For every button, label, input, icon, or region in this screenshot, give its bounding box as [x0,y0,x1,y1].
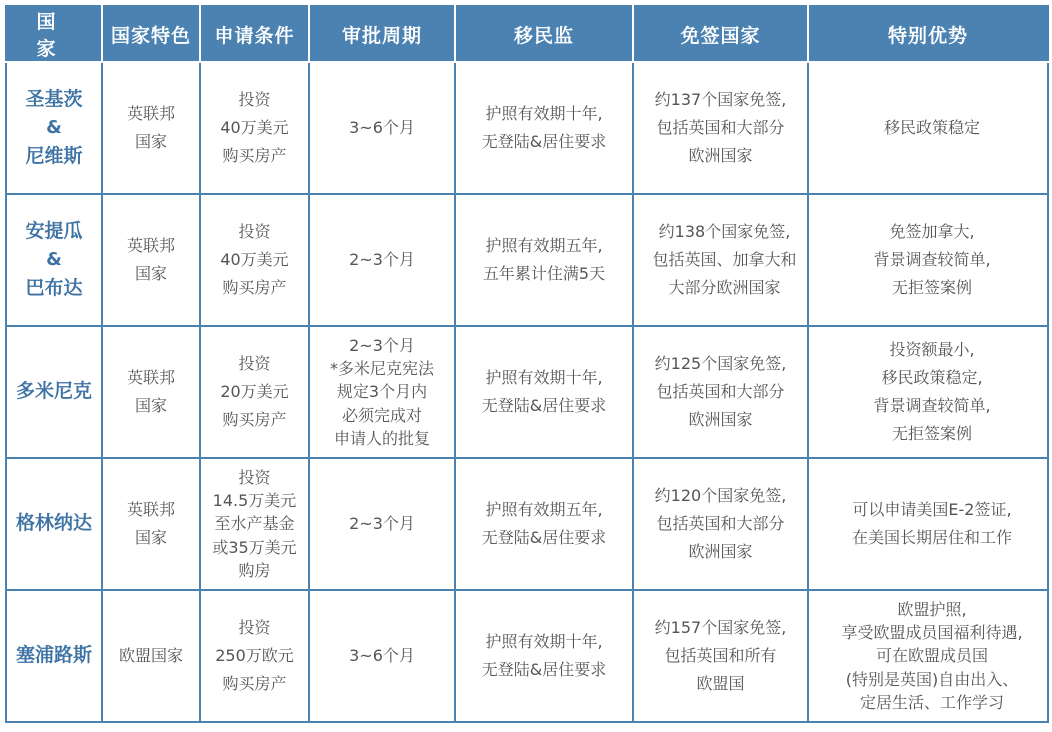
condition-cell: 投资 20万美元 购买房产 [200,326,309,458]
country-cell: 安提瓜 & 巴布达 [6,194,102,326]
cycle-cell: 3~6个月 [309,62,455,194]
feature-cell: 欧盟国家 [102,590,200,722]
condition-cell: 投资 40万美元 购买房产 [200,194,309,326]
cycle-cell: 3~6个月 [309,590,455,722]
table-row [6,590,1048,722]
advantage-cell: 移民政策稳定 [808,62,1048,194]
cycle-cell: 2~3个月 [309,458,455,590]
residency-cell: 护照有效期五年, 五年累计住满5天 [455,194,633,326]
header-cycle: 审批周期 [309,6,455,62]
visa-free-cell: 约137个国家免签, 包括英国和大部分 欧洲国家 [633,62,808,194]
country-cell: 多米尼克 [6,326,102,458]
feature-cell: 英联邦 国家 [102,194,200,326]
visa-free-cell: 约138个国家免签, 包括英国、加拿大和 大部分欧洲国家 [633,194,808,326]
header-condition: 申请条件 [200,6,309,62]
residency-cell: 护照有效期十年, 无登陆&居住要求 [455,62,633,194]
header-country: 国 家 [6,6,102,62]
table-row [6,62,1048,194]
country-cell: 格林纳达 [6,458,102,590]
header-residency: 移民监 [455,6,633,62]
table-row [6,326,1048,458]
country-cell: 圣基茨 & 尼维斯 [6,62,102,194]
advantage-cell: 投资额最小, 移民政策稳定, 背景调查较简单, 无拒签案例 [808,326,1048,458]
table-row [6,194,1048,326]
residency-cell: 护照有效期十年, 无登陆&居住要求 [455,326,633,458]
condition-cell: 投资 40万美元 购买房产 [200,62,309,194]
header-visa-free: 免签国家 [633,6,808,62]
advantage-cell: 可以申请美国E-2签证, 在美国长期居住和工作 [808,458,1048,590]
table-row [6,458,1048,590]
cycle-cell: 2~3个月 [309,194,455,326]
cycle-cell: 2~3个月 *多米尼克宪法 规定3个月内 必须完成对 申请人的批复 [309,326,455,458]
feature-cell: 英联邦 国家 [102,326,200,458]
residency-cell: 护照有效期十年, 无登陆&居住要求 [455,590,633,722]
country-cell: 塞浦路斯 [6,590,102,722]
feature-cell: 英联邦 国家 [102,458,200,590]
visa-free-cell: 约125个国家免签, 包括英国和大部分 欧洲国家 [633,326,808,458]
feature-cell: 英联邦 国家 [102,62,200,194]
advantage-cell: 免签加拿大, 背景调查较简单, 无拒签案例 [808,194,1048,326]
residency-cell: 护照有效期五年, 无登陆&居住要求 [455,458,633,590]
advantage-cell: 欧盟护照, 享受欧盟成员国福利待遇, 可在欧盟成员国 (特别是英国)自由出入、 定居生活、工作学习 [808,590,1048,722]
condition-cell: 投资 250万欧元 购买房产 [200,590,309,722]
header-row [6,6,1048,62]
visa-free-cell: 约157个国家免签, 包括英国和所有 欧盟国 [633,590,808,722]
visa-free-cell: 约120个国家免签, 包括英国和大部分 欧洲国家 [633,458,808,590]
header-advantage: 特别优势 [808,6,1048,62]
immigration-comparison-table [5,5,1049,723]
condition-cell: 投资 14.5万美元 至水产基金 或35万美元 购房 [200,458,309,590]
header-feature: 国家特色 [102,6,200,62]
